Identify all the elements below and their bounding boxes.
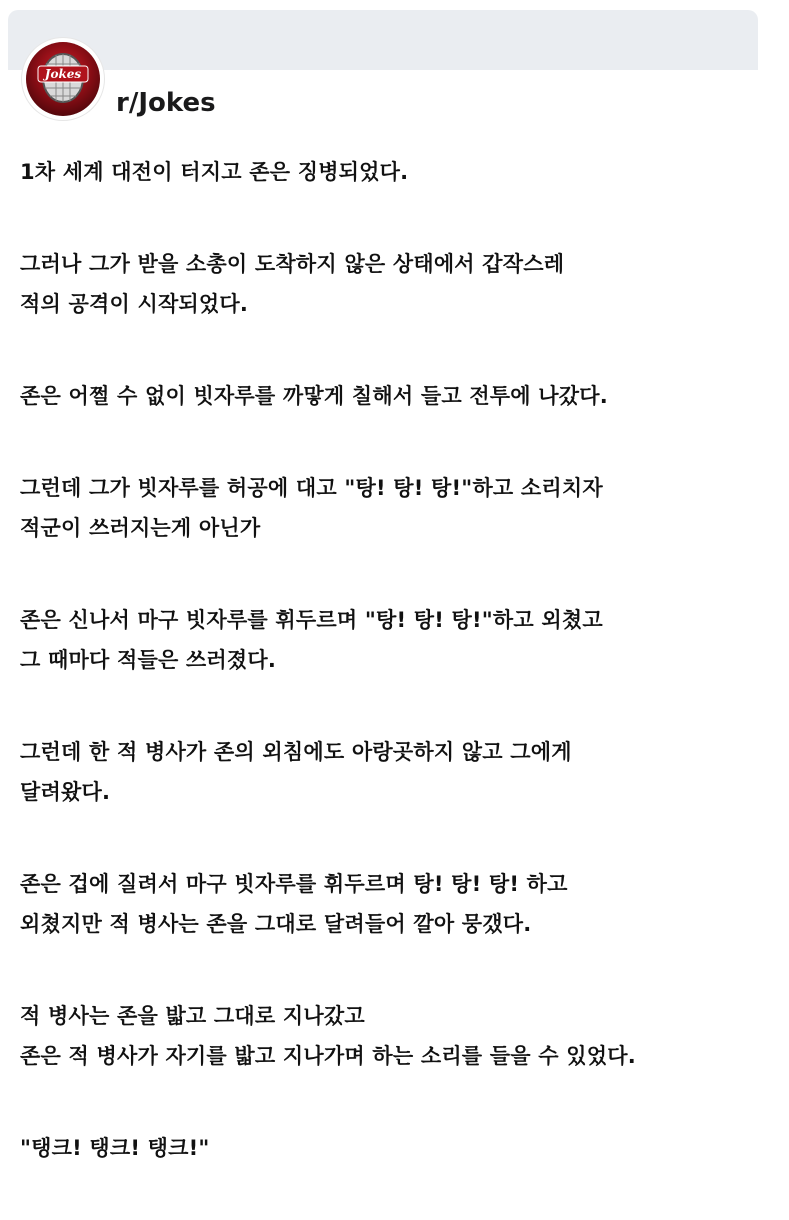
post-line: 존은 겁에 질려서 마구 빗자루를 휘두르며 탕! 탕! 탕! 하고	[20, 872, 568, 896]
post-paragraph	[20, 152, 780, 192]
post-paragraph	[20, 600, 780, 680]
post-line: 적의 공격이 시작되었다.	[20, 292, 249, 316]
post-line: 존은 적 병사가 자기를 밟고 지나가며 하는 소리를 들을 수 있었다.	[20, 1044, 636, 1068]
post-line: 달려왔다.	[20, 780, 111, 804]
logo-text: Jokes	[44, 67, 82, 81]
post-line: 적군이 쓰러지는게 아닌가	[20, 516, 261, 540]
microphone-icon	[26, 42, 100, 116]
post-paragraph	[20, 376, 780, 416]
post-body	[20, 152, 780, 1220]
post-line: 적 병사는 존을 밟고 그대로 지나갔고	[20, 1004, 365, 1028]
post-paragraph	[20, 996, 780, 1076]
post-line: 외쳤지만 적 병사는 존을 그대로 달려들어 깔아 뭉갰다.	[20, 912, 532, 936]
post-line: 존은 신나서 마구 빗자루를 휘두르며 "탕! 탕! 탕!"하고 외쳤고	[20, 608, 603, 632]
post-paragraph	[20, 468, 780, 548]
post-line: 그런데 그가 빗자루를 허공에 대고 "탕! 탕! 탕!"하고 소리치자	[20, 476, 603, 500]
post-paragraph	[20, 864, 780, 944]
post-line: 그 때마다 적들은 쓰러졌다.	[20, 648, 277, 672]
post-paragraph	[20, 1128, 780, 1168]
subreddit-avatar[interactable]	[22, 38, 104, 120]
post-line: 존은 어쩔 수 없이 빗자루를 까맣게 칠해서 들고 전투에 나갔다.	[20, 384, 608, 408]
post-paragraph	[20, 732, 780, 812]
post-line: 그러나 그가 받을 소총이 도착하지 않은 상태에서 갑작스레	[20, 252, 565, 276]
post-paragraph	[20, 244, 780, 324]
post-line: 그런데 한 적 병사가 존의 외침에도 아랑곳하지 않고 그에게	[20, 740, 572, 764]
subreddit-name[interactable]: r/Jokes	[116, 88, 216, 118]
post-line: "탱크! 탱크! 탱크!"	[20, 1136, 210, 1160]
post-line: 1차 세계 대전이 터지고 존은 징병되었다.	[20, 160, 409, 184]
post-header	[22, 38, 216, 120]
